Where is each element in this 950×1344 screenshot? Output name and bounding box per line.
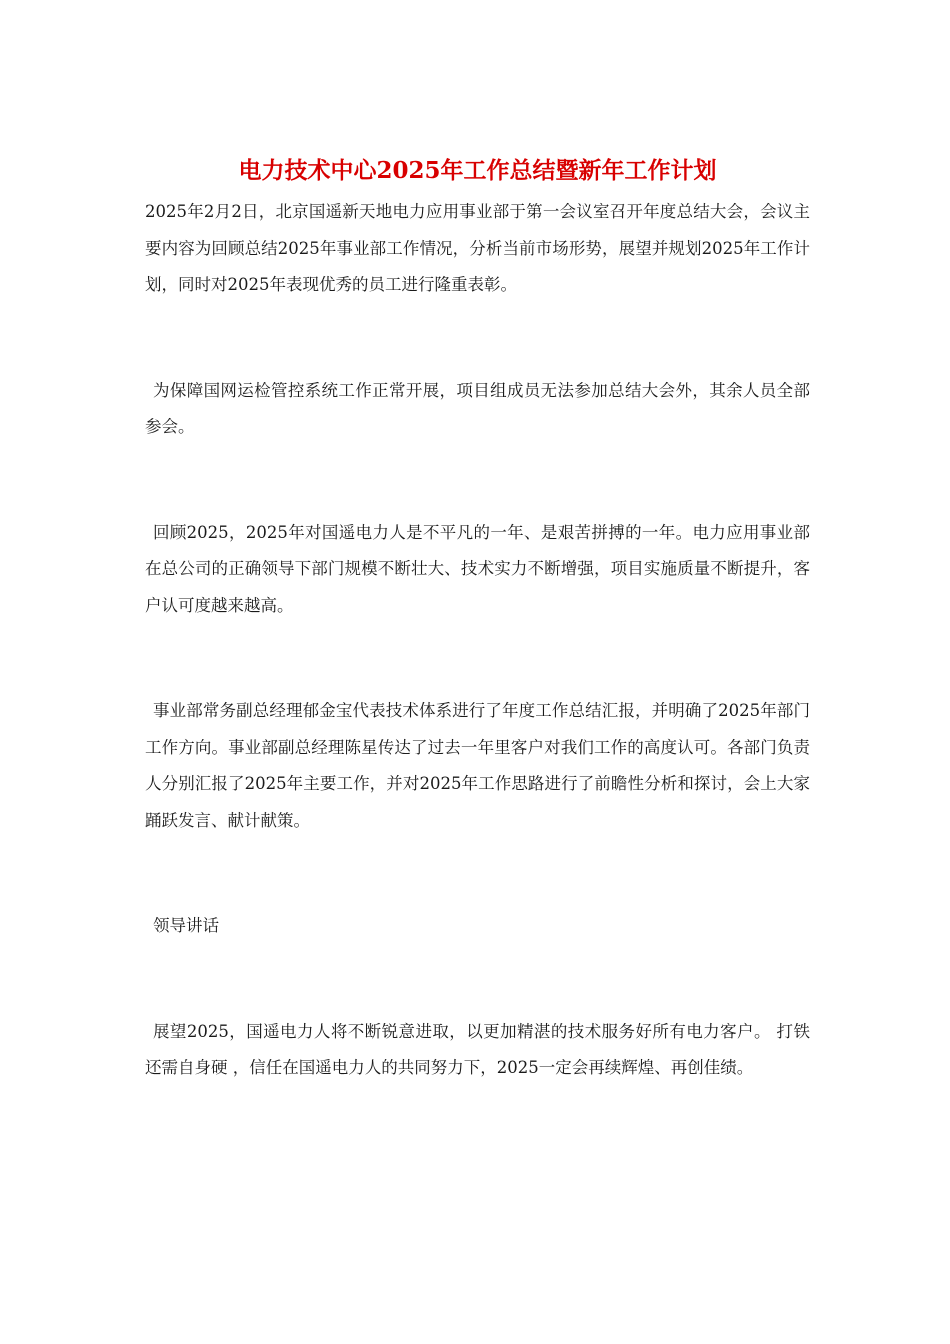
paragraph-attendance: 为保障国网运检管控系统工作正常开展，项目组成员无法参加总结大会外，其余人员全部参会。 [145, 380, 810, 436]
document-body [145, 150, 810, 1087]
paragraph-outlook: 展望2025，国遥电力人将不断锐意进取，以更加精湛的技术服务好所有电力客户。 打铁还需自身硬 ，信任在国遥电力人的共同努力下，2025一定会再续辉煌、再创佳绩。 [145, 1021, 810, 1077]
paragraph-review: 回顾2025，2025年对国遥电力人是不平凡的一年、是艰苦拼搏的一年。电力应用事业部在总公司的正确领导下部门规模不断壮大、技术实力不断增强，项目实施质量不断提升，客户认可度越来越高。 [145, 522, 810, 615]
paragraph-report: 事业部常务副总经理郁金宝代表技术体系进行了年度工作总结汇报，并明确了2025年部门工作方向。事业部副总经理陈星传达了过去一年里客户对我们工作的高度认可。各部门负责人分别汇报了2025年主要工作，并对2025年工作思路进行了前瞻性分析和探讨，会上大家踊跃发言、献计献策。 [145, 701, 810, 830]
document-title: 电力技术中心2025年工作总结暨新年工作计划 [238, 157, 717, 184]
paragraph-leader-speech-heading: 领导讲话 [153, 916, 219, 935]
paragraph-meeting-intro: 2025年2月2日，北京国遥新天地电力应用事业部于第一会议室召开年度总结大会，会议主要内容为回顾总结2025年事业部工作情况，分析当前市场形势，展望并规划2025年工作计划，同时对2025年表现优秀的员工进行隆重表彰。 [145, 202, 810, 294]
